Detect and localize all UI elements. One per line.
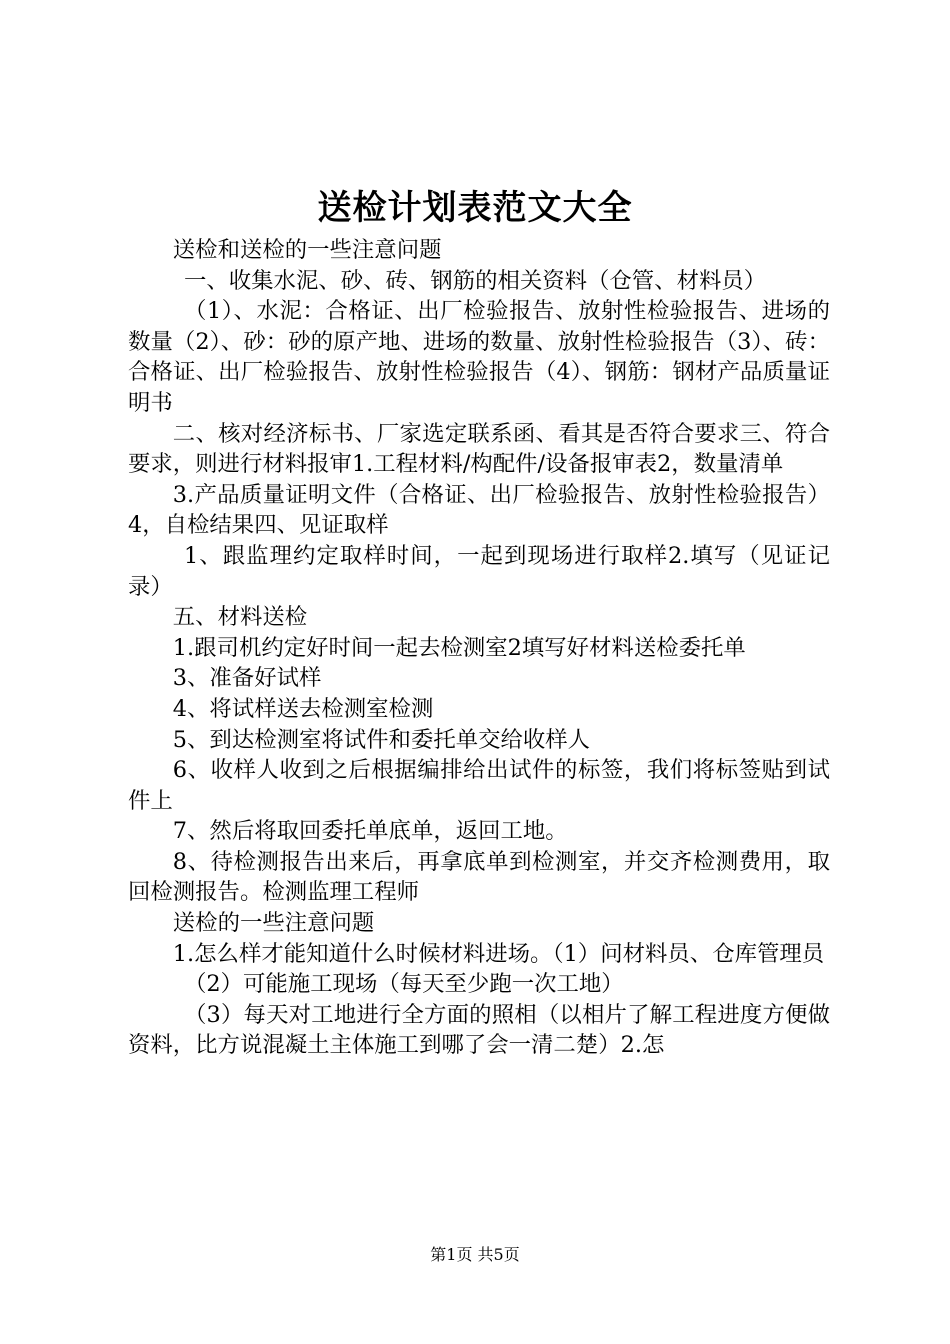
paragraph-notes-heading: 送检的一些注意问题: [172, 910, 375, 937]
paragraph-note-1-3: （3）每天对工地进行全方面的照相（以相片了解工程进度方便做资料，比方说混凝土主体施工到哪了会一清二楚）2.怎: [128, 1001, 830, 1059]
paragraph-quality-docs: 3.产品质量证明文件（合格证、出厂检验报告、放射性检验报告）4，自检结果四、见证取样: [128, 481, 830, 539]
paragraph-note-1-2: （2）可能施工现场（每天至少跑一次工地）: [184, 971, 624, 998]
document-body: [128, 235, 830, 1061]
paragraph-sampling: 1、跟监理约定取样时间，一起到现场进行取样2.填写（见证记录）: [128, 542, 830, 600]
paragraph-delivery-8: 8、待检测报告出来后，再拿底单到检测室，并交齐检测费用，取回检测报告。检测监理工程师: [128, 848, 830, 906]
paragraph-note-1: 1.怎么样才能知道什么时候材料进场。（1）问材料员、仓库管理员: [172, 940, 825, 967]
paragraph-materials-list: （1）、水泥：合格证、出厂检验报告、放射性检验报告、进场的数量（2）、砂：砂的原产地、进场的数量、放射性检验报告（3）、砖：合格证、出厂检验报告、放射性检验报告（4）、钢筋：钢材产品质量证明书: [128, 298, 830, 416]
page-number-footer: 第1页 共5页: [430, 1245, 520, 1264]
paragraph-heading-intro: 送检和送检的一些注意问题: [172, 237, 442, 263]
paragraph-step-two-three: 二、核对经济标书、厂家选定联系函、看其是否符合要求三、符合要求，则进行材料报审1.工程材料/构配件/设备报审表2，数量清单: [128, 420, 830, 478]
document-title: 送检计划表范文大全: [317, 188, 633, 228]
paragraph-step-five: 五、材料送检: [172, 604, 308, 631]
paragraph-delivery-6: 6、收样人收到之后根据编排给出试件的标签，我们将标签贴到试件上: [128, 757, 830, 814]
paragraph-delivery-5: 5、到达检测室将试件和委托单交给收样人: [172, 726, 591, 753]
paragraph-step-one: 一、收集水泥、砂、砖、钢筋的相关资料（仓管、材料员）: [184, 267, 767, 294]
paragraph-delivery-7: 7、然后将取回委托单底单，返回工地。: [172, 818, 568, 845]
paragraph-delivery-3: 3、准备好试样: [172, 665, 322, 692]
paragraph-delivery-1: 1.跟司机约定好时间一起去检测室2填写好材料送检委托单: [172, 634, 746, 661]
paragraph-delivery-4: 4、将试样送去检测室检测: [172, 695, 434, 722]
